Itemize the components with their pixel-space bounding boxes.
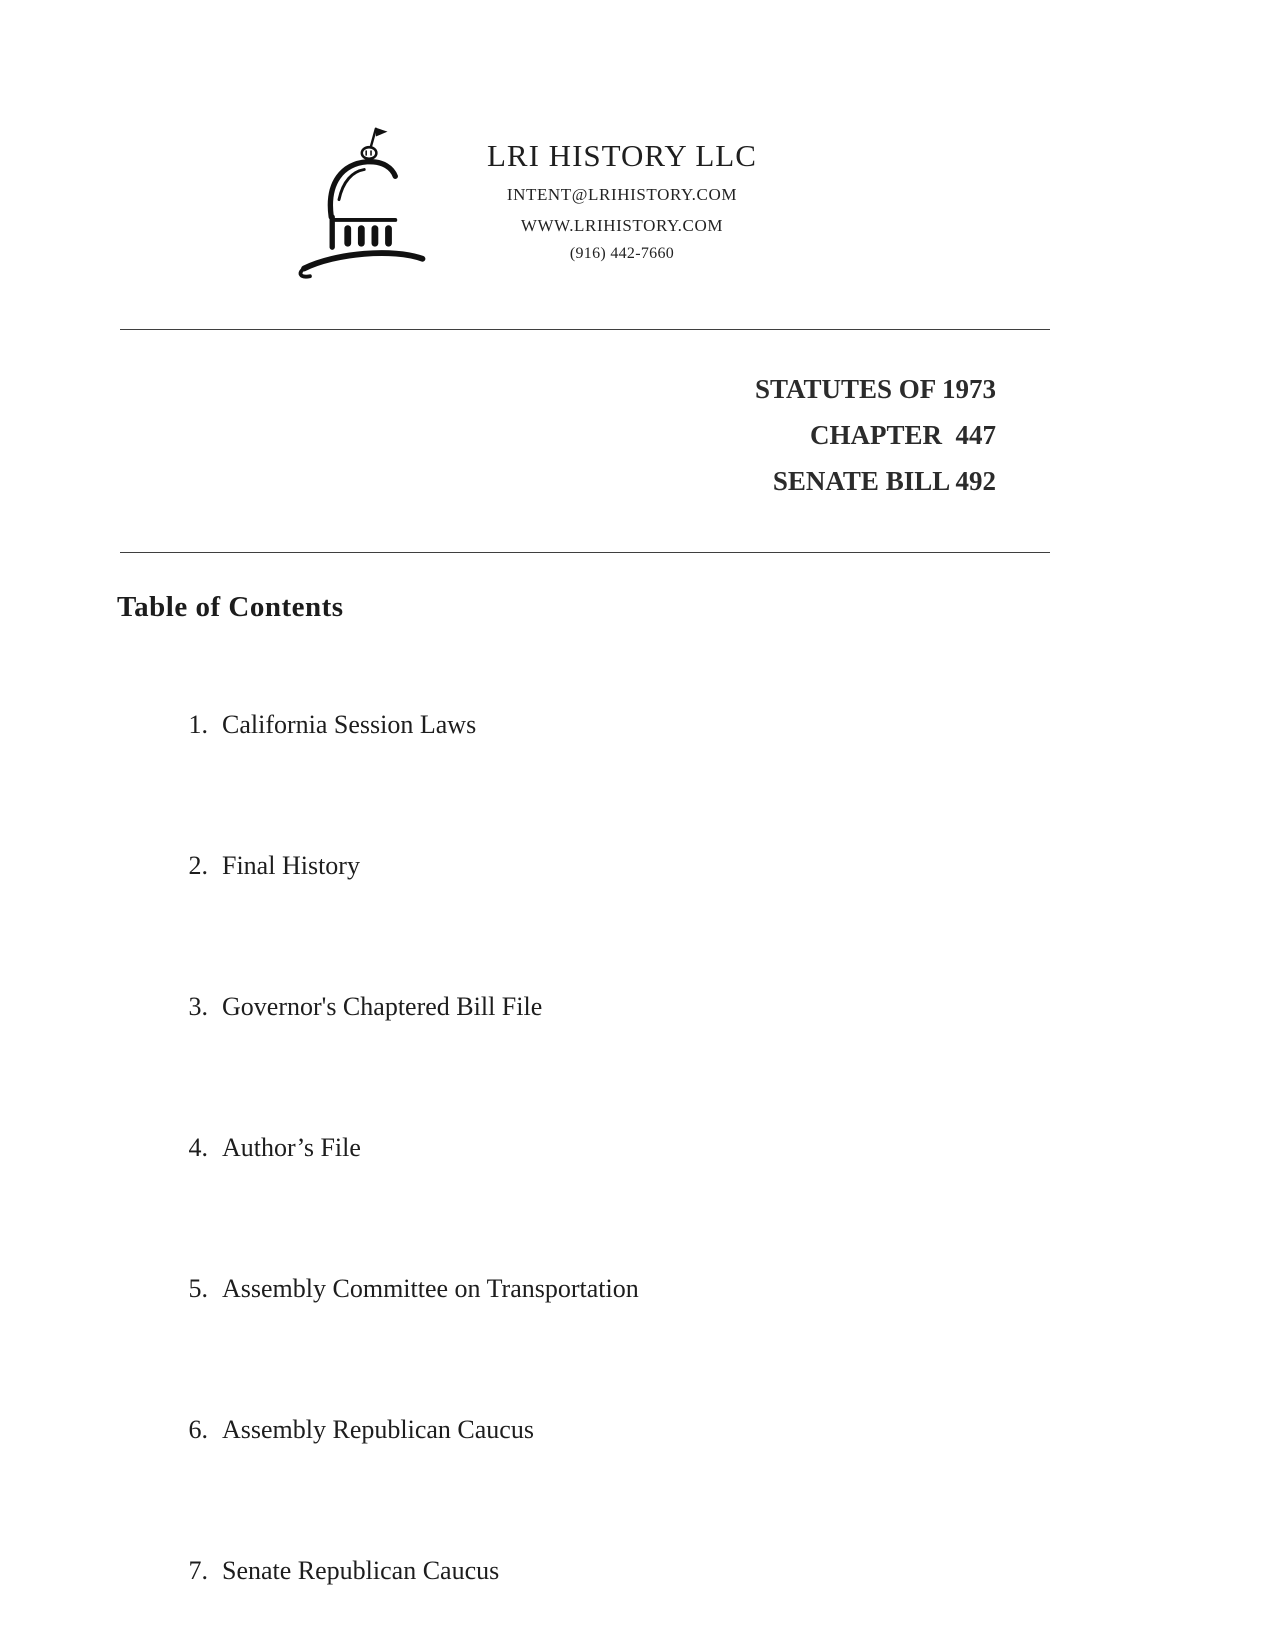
toc-heading: Table of Contents [117,591,344,623]
statute-title-block [0,366,996,504]
letterhead-text [487,120,757,263]
divider-bottom [120,552,1050,553]
toc-item [145,795,1276,936]
toc-item-label: Author’s File [222,1133,361,1162]
company-website: WWW.LRIHISTORY.COM [520,216,724,235]
toc-item-number: 1. [188,710,208,739]
capitol-dome-icon [293,120,451,285]
company-email: INTENT@LRIHISTORY.COM [506,185,738,204]
toc-item-label: California Session Laws [222,710,477,739]
toc-item-label: Final History [222,851,360,880]
toc-item-number: 6. [188,1415,208,1444]
chapter-line: CHAPTER 447 [809,420,996,450]
toc-item [145,654,1276,795]
toc-item-label: Senate Republican Caucus [222,1556,500,1585]
divider-top [120,329,1050,330]
toc-item [145,1218,1276,1359]
toc-list [0,654,1276,1641]
company-name: LRI HISTORY LLC [487,138,757,173]
letterhead [293,120,757,285]
toc-item-label: Assembly Committee on Transportation [222,1274,639,1303]
toc-item-label: Assembly Republican Caucus [222,1415,534,1444]
company-phone: (916) 442-7660 [569,245,675,262]
toc-item [145,1077,1276,1218]
toc-item-number: 7. [188,1556,208,1585]
toc-item-number: 4. [188,1133,208,1162]
toc-item-number: 5. [188,1274,208,1303]
toc-item [145,936,1276,1077]
toc-item-label: Governor's Chaptered Bill File [222,992,543,1021]
toc-item [145,1359,1276,1500]
toc-item-number: 2. [188,851,208,880]
statutes-line: STATUTES OF 1973 [754,374,996,404]
toc-item-number: 3. [188,992,208,1021]
toc-item [145,1500,1276,1641]
senate-bill-line: SENATE BILL 492 [772,466,996,496]
